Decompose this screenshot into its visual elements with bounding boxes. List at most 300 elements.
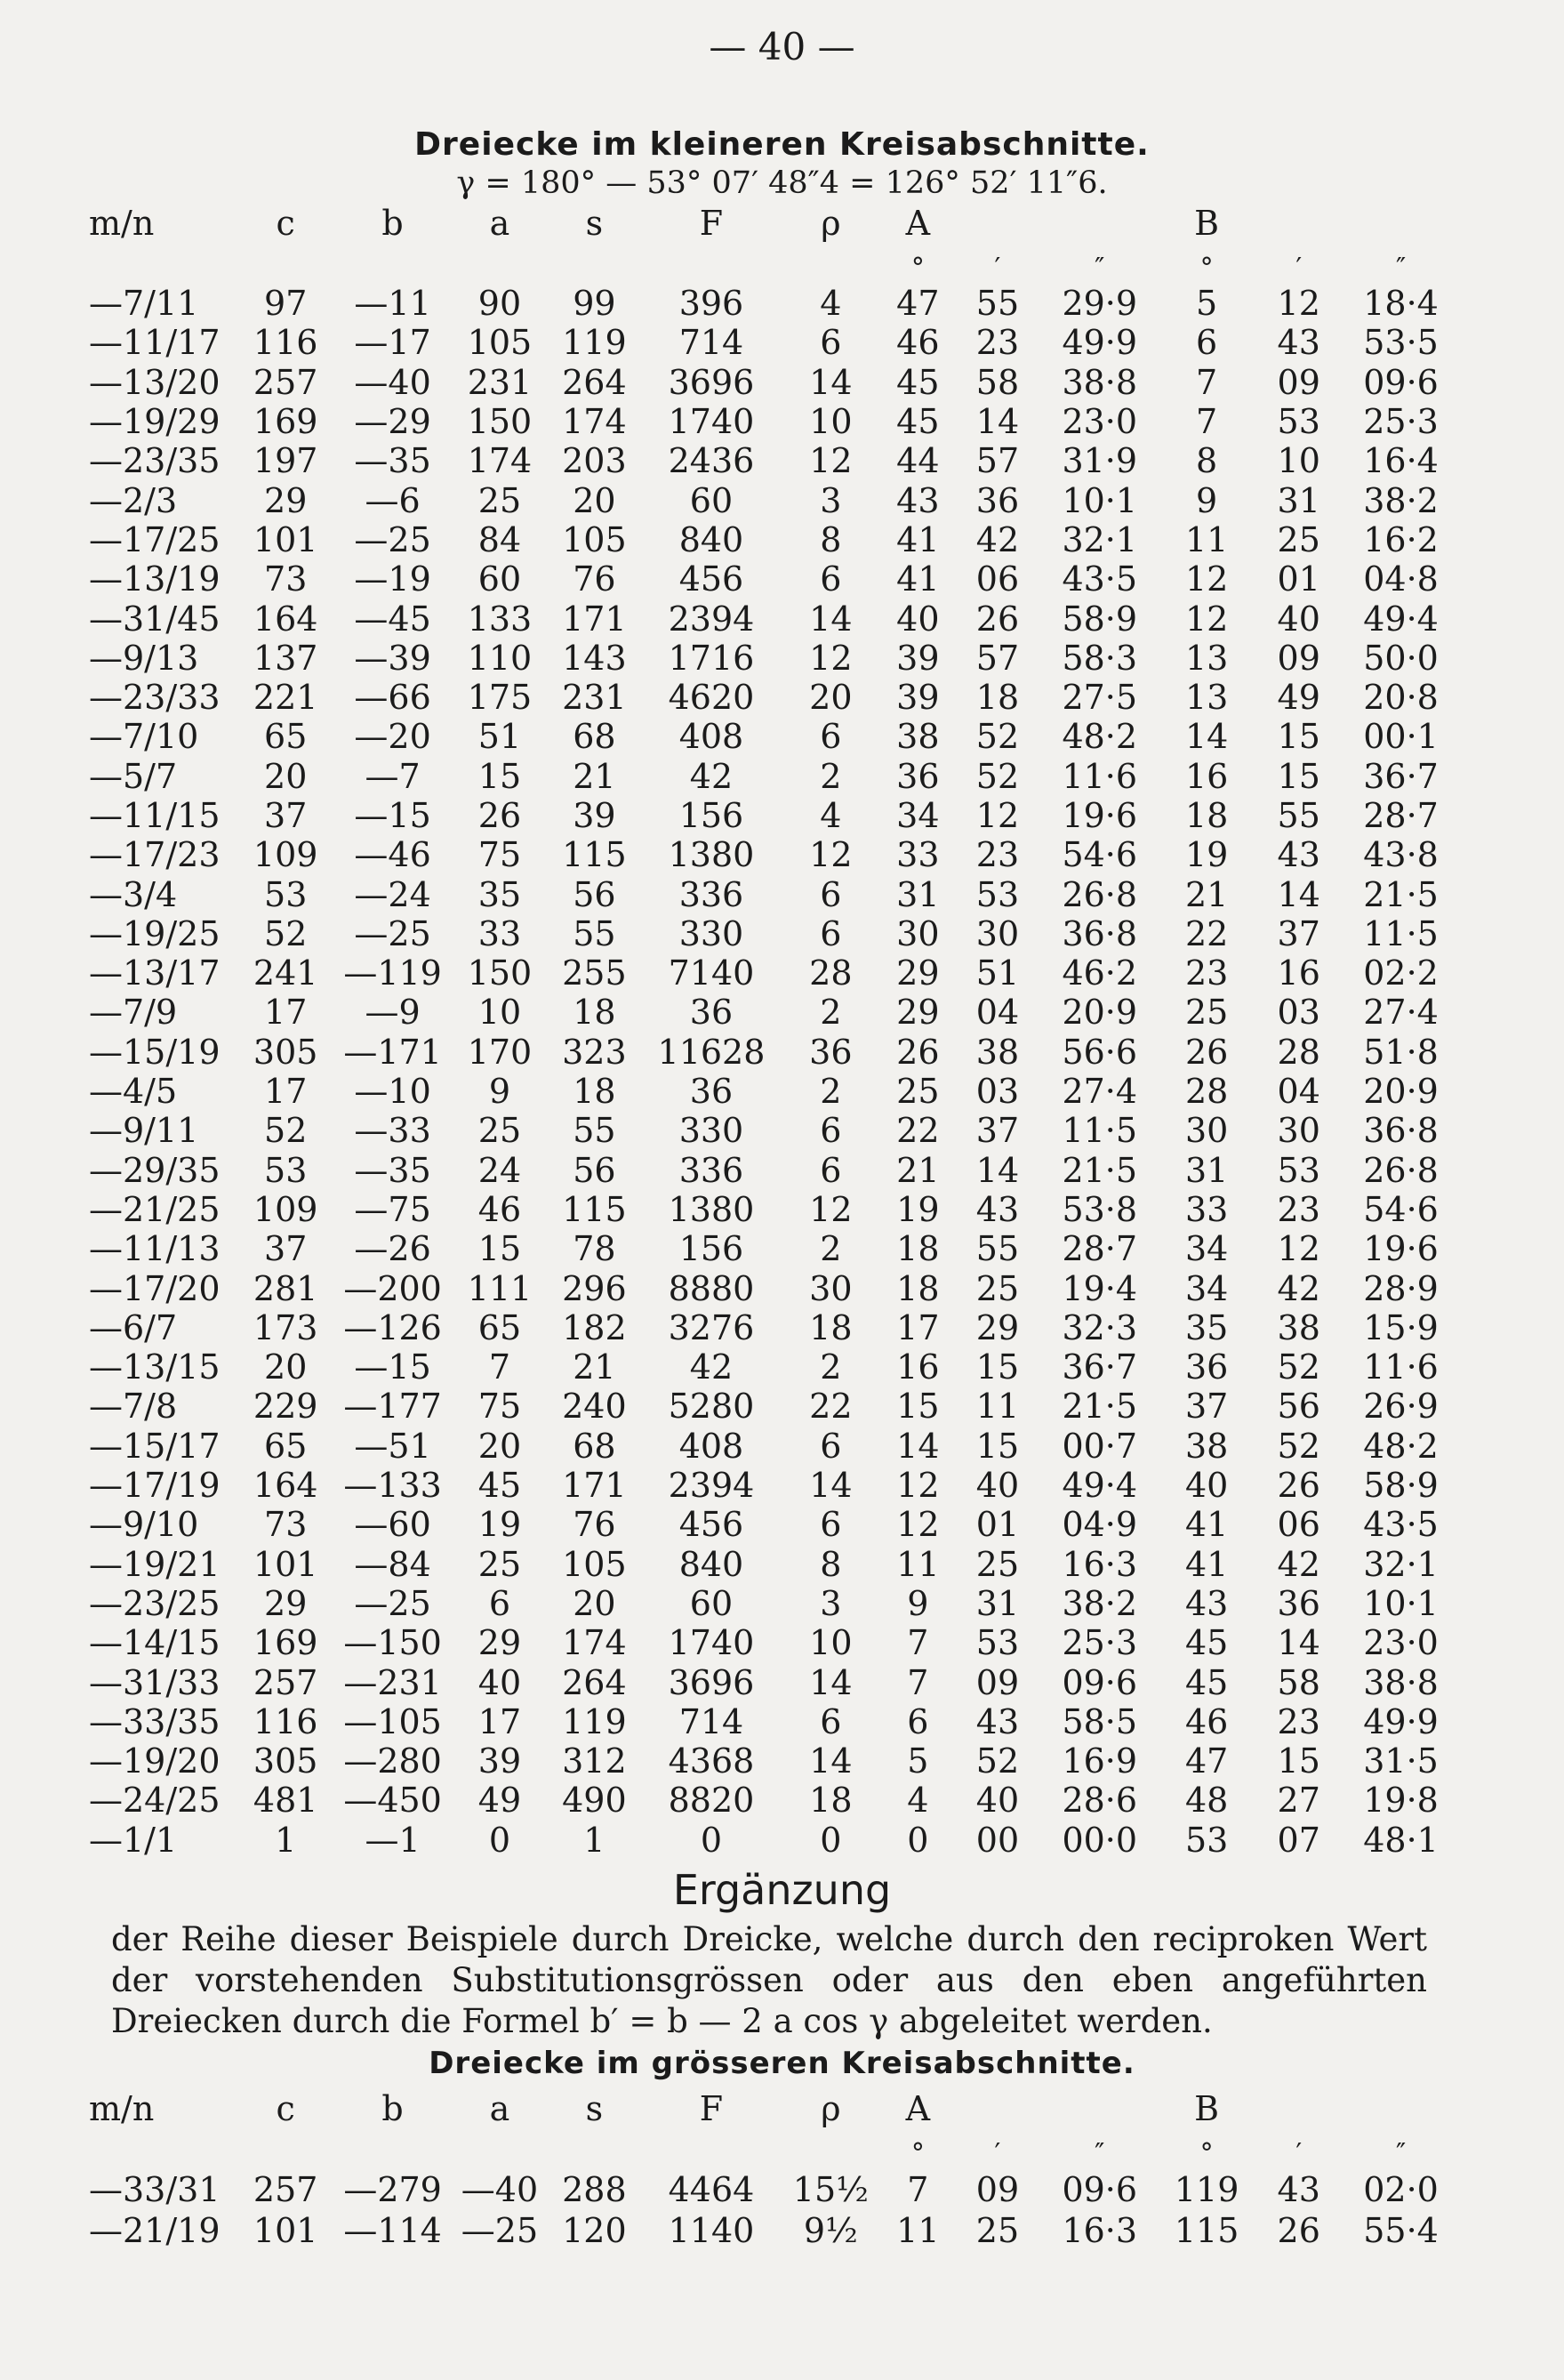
table-cell: 48·2 — [1062, 717, 1138, 757]
ratio-cell: —2/3 — [89, 480, 178, 520]
table-cell: 21·5 — [1363, 874, 1439, 914]
table-cell: 11 — [896, 2211, 940, 2250]
table-row — [89, 1702, 1458, 1741]
table-cell: 97 — [264, 284, 308, 324]
table-row — [89, 874, 1458, 913]
table-cell: —10 — [354, 1072, 431, 1112]
ratio-cell: —31/33 — [89, 1662, 221, 1702]
table-cell: 13 — [1184, 678, 1229, 718]
table-row — [89, 599, 1458, 638]
table-cell: 18 — [896, 1268, 940, 1308]
table-row — [89, 1151, 1458, 1190]
ratio-cell: —33/35 — [89, 1701, 221, 1741]
ratio-cell: —23/35 — [89, 441, 221, 481]
table-cell: 21·5 — [1062, 1387, 1138, 1427]
table-cell: 38·2 — [1363, 480, 1439, 520]
table-cell: 336 — [678, 874, 744, 914]
table-cell: —7 — [365, 756, 421, 796]
table-cell: 3 — [820, 480, 842, 520]
table-cell: 31·5 — [1363, 1741, 1439, 1781]
table-cell: 53 — [1277, 402, 1320, 442]
table-cell: 30 — [1184, 1111, 1229, 1151]
table-row — [89, 284, 1458, 323]
table-cell: 257 — [253, 2170, 318, 2209]
column-header: A — [905, 2089, 931, 2128]
table-cell: 73 — [264, 1505, 308, 1545]
table-cell: 30 — [809, 1268, 853, 1308]
table-cell: 408 — [678, 1426, 744, 1466]
table-cell: 115 — [1174, 2211, 1239, 2250]
table-cell: 7140 — [668, 953, 755, 993]
unit-mark — [547, 246, 641, 284]
table-cell: 23 — [975, 835, 1020, 875]
section-title-larger-segment: Dreiecke im grösseren Kreisabschnitte. — [429, 2046, 1135, 2081]
table-cell: 78 — [573, 1229, 616, 1269]
table-cell: 19 — [1184, 835, 1229, 875]
table-cell: 6 — [907, 1701, 929, 1741]
table-cell: 14 — [809, 599, 853, 639]
table-cell: —6 — [365, 480, 421, 520]
table-cell: 119 — [562, 1701, 627, 1741]
table-cell: 25 — [477, 1111, 522, 1151]
column-header — [1040, 2086, 1159, 2132]
table-cell: 76 — [573, 559, 616, 599]
table-cell: 00·0 — [1062, 1820, 1138, 1860]
table-cell: 45 — [1184, 1623, 1229, 1663]
table-cell: 53 — [975, 874, 1020, 914]
table-cell: 14 — [1277, 874, 1320, 914]
table-cell: 101 — [253, 2211, 318, 2250]
table-cell: 09·6 — [1363, 362, 1439, 402]
unit-mark: ° — [1199, 2138, 1214, 2169]
ratio-cell: —13/17 — [89, 953, 221, 993]
table-cell: 2 — [820, 1347, 842, 1387]
table-cell: 20 — [573, 1583, 616, 1623]
table-cell: 10 — [809, 1623, 853, 1663]
table-cell: 29 — [896, 993, 940, 1033]
table-cell: —26 — [354, 1229, 431, 1269]
table-cell: 48·2 — [1363, 1426, 1439, 1466]
table-cell: 39 — [896, 678, 940, 718]
unit-mark: ′ — [1295, 2138, 1303, 2169]
unit-mark — [333, 2132, 452, 2169]
table-cell: —150 — [343, 1623, 442, 1663]
table-cell: 8 — [820, 1544, 842, 1584]
table-cell: 60 — [477, 559, 522, 599]
table-cell: 22 — [1184, 913, 1229, 953]
table-cell: 137 — [253, 638, 318, 678]
table-cell: 09 — [1277, 362, 1320, 402]
table-cell: 231 — [467, 362, 533, 402]
table-cell: 11·6 — [1062, 756, 1138, 796]
table-cell: —25 — [354, 1583, 431, 1623]
table-cell: 255 — [562, 953, 627, 993]
table-cell: 46·2 — [1062, 953, 1138, 993]
table-cell: 116 — [253, 323, 318, 363]
table-row — [89, 480, 1458, 519]
table-cell: 40 — [1184, 1466, 1229, 1506]
table-cell: 46 — [1184, 1701, 1229, 1741]
table-cell: 34 — [896, 796, 940, 835]
table-row — [89, 796, 1458, 835]
table-cell: 18 — [896, 1229, 940, 1269]
table-row — [89, 1781, 1458, 1820]
table-cell: —17 — [354, 323, 431, 363]
table-cell: 11 — [1184, 519, 1229, 559]
column-header: F — [699, 2089, 724, 2128]
table-cell: 42 — [975, 519, 1020, 559]
column-header: m/n — [89, 2089, 155, 2128]
table-cell: 111 — [467, 1268, 533, 1308]
table-row — [89, 1505, 1458, 1544]
table-row — [89, 1308, 1458, 1347]
table-cell: 60 — [689, 1583, 734, 1623]
table-row — [89, 402, 1458, 441]
table-cell: 330 — [678, 913, 744, 953]
table-cell: 40 — [1277, 599, 1320, 639]
table-cell: —35 — [354, 1150, 431, 1190]
table-cell: 15·9 — [1363, 1307, 1439, 1347]
table-cell: 33 — [477, 913, 522, 953]
table-cell: 25 — [975, 1544, 1020, 1584]
table-row — [89, 1741, 1458, 1781]
ratio-cell: —24/25 — [89, 1781, 221, 1821]
table-cell: 29 — [264, 480, 308, 520]
table-cell: 34 — [1184, 1268, 1229, 1308]
table-cell: 58·3 — [1062, 638, 1138, 678]
unit-mark: ″ — [1095, 253, 1105, 284]
ratio-cell: —33/31 — [89, 2170, 221, 2209]
table-cell: 43 — [975, 1701, 1020, 1741]
table-row — [89, 2210, 1458, 2251]
table-cell: 14 — [809, 362, 853, 402]
table-cell: —15 — [354, 1347, 431, 1387]
table-cell: —66 — [354, 678, 431, 718]
table-cell: 240 — [562, 1387, 627, 1427]
table-row — [89, 1111, 1458, 1150]
table-cell: 55 — [1277, 796, 1320, 835]
table-cell: 296 — [562, 1268, 627, 1308]
table-cell: 39 — [477, 1741, 522, 1781]
table-cell: 45 — [477, 1466, 522, 1506]
table-cell: 65 — [264, 717, 308, 757]
table-cell: 18·4 — [1363, 284, 1439, 324]
table-cell: 116 — [253, 1701, 318, 1741]
table-cell: 120 — [562, 2211, 627, 2250]
table-cell: —40 — [354, 362, 431, 402]
table-cell: 26·8 — [1062, 874, 1138, 914]
table-cell: 12 — [809, 638, 853, 678]
table-cell: 46 — [896, 323, 940, 363]
table-cell: 04·8 — [1363, 559, 1439, 599]
table-cell: 44 — [896, 441, 940, 481]
table-row — [89, 559, 1458, 599]
column-header — [1343, 200, 1458, 246]
table-cell: 38·2 — [1062, 1583, 1138, 1623]
ratio-cell: —19/20 — [89, 1741, 221, 1781]
table-cell: 26·8 — [1363, 1150, 1439, 1190]
table-cell: 174 — [562, 402, 627, 442]
table-cell: 23 — [1184, 953, 1229, 993]
table-cell: 56 — [1277, 1387, 1320, 1427]
table-cell: 53 — [264, 1150, 308, 1190]
table-cell: 20·9 — [1062, 993, 1138, 1033]
ratio-cell: —14/15 — [89, 1623, 221, 1663]
table-cell: 04 — [975, 993, 1020, 1033]
unit-mark: ′ — [1295, 253, 1303, 284]
table-row — [89, 1190, 1458, 1229]
table-cell: 4 — [907, 1781, 929, 1821]
table-cell: 46 — [477, 1189, 522, 1229]
table-cell: 21 — [1184, 874, 1229, 914]
table-row — [89, 953, 1458, 993]
table-cell: 182 — [562, 1307, 627, 1347]
unit-mark: ″ — [1095, 2138, 1105, 2169]
table-row — [89, 1033, 1458, 1072]
table-cell: 43 — [975, 1189, 1020, 1229]
table-cell: 38 — [1184, 1426, 1229, 1466]
table-cell: 105 — [562, 1544, 627, 1584]
table-cell: —119 — [343, 953, 442, 993]
table-cell: 330 — [678, 1111, 744, 1151]
table-cell: 12 — [1184, 599, 1229, 639]
table-cell: 42 — [1277, 1544, 1320, 1584]
table-cell: 2 — [820, 993, 842, 1033]
table-cell: 1380 — [668, 1189, 755, 1229]
table-cell: 99 — [573, 284, 616, 324]
table-cell: —40 — [461, 2170, 539, 2209]
table-cell: —114 — [343, 2211, 442, 2250]
ratio-cell: —11/17 — [89, 323, 221, 363]
table-cell: 36 — [896, 756, 940, 796]
table-row — [89, 1662, 1458, 1701]
table-cell: 23 — [975, 323, 1020, 363]
table-cell: 31 — [975, 1583, 1020, 1623]
table-cell: 15 — [477, 1229, 522, 1269]
unit-mark: ′ — [994, 2138, 1001, 2169]
table-cell: 12 — [809, 835, 853, 875]
ratio-cell: —7/11 — [89, 284, 199, 324]
ratio-cell: —17/19 — [89, 1466, 221, 1506]
table-cell: 6 — [820, 1505, 842, 1545]
table-cell: 49·9 — [1062, 323, 1138, 363]
table-cell: 2 — [820, 1072, 842, 1112]
ratio-cell: —31/45 — [89, 599, 221, 639]
table-cell: 336 — [678, 1150, 744, 1190]
unit-row — [89, 2132, 1458, 2169]
table-cell: 19 — [896, 1189, 940, 1229]
table-cell: 34 — [1184, 1229, 1229, 1269]
column-header: c — [276, 2089, 295, 2128]
table-cell: 840 — [678, 1544, 744, 1584]
unit-row — [89, 246, 1458, 284]
table-cell: 27·4 — [1363, 993, 1439, 1033]
table-cell: 37 — [1184, 1387, 1229, 1427]
table-cell: —19 — [354, 559, 431, 599]
unit-mark — [642, 246, 782, 284]
column-header: s — [585, 204, 604, 243]
unit-mark — [547, 2132, 641, 2169]
table-cell: 119 — [1174, 2170, 1239, 2209]
ratio-cell: —23/33 — [89, 678, 221, 718]
table-cell: 28 — [1277, 1032, 1320, 1072]
table-cell: 115 — [562, 835, 627, 875]
table-cell: —25 — [461, 2211, 539, 2250]
table-cell: 52 — [975, 756, 1020, 796]
table-cell: 49·4 — [1363, 599, 1439, 639]
table-cell: 27·5 — [1062, 678, 1138, 718]
table-cell: 32·1 — [1363, 1544, 1439, 1584]
unit-mark — [238, 2132, 333, 2169]
table-cell: —46 — [354, 835, 431, 875]
table-cell: 169 — [253, 402, 318, 442]
table-cell: 171 — [562, 599, 627, 639]
table-cell: 39 — [896, 638, 940, 678]
column-header: b — [381, 2089, 404, 2128]
column-header: ρ — [821, 2089, 841, 2128]
table-cell: 23·0 — [1363, 1623, 1439, 1663]
table-cell: 31 — [896, 874, 940, 914]
unit-mark: ″ — [1395, 253, 1407, 284]
table-cell: 16 — [1184, 756, 1229, 796]
table-cell: 3 — [820, 1583, 842, 1623]
table-cell: 75 — [477, 835, 522, 875]
table-cell: 1380 — [668, 835, 755, 875]
table-cell: 25 — [477, 1544, 522, 1584]
page-number: — 40 — — [709, 25, 855, 68]
table-cell: 47 — [896, 284, 940, 324]
table-cell: 18 — [809, 1307, 853, 1347]
table-cell: 40 — [975, 1781, 1020, 1821]
table-cell: 714 — [678, 323, 744, 363]
table-cell: 26·9 — [1363, 1387, 1439, 1427]
table-cell: —1 — [365, 1820, 421, 1860]
table-cell: 11628 — [657, 1032, 766, 1072]
table-cell: 9 — [907, 1583, 929, 1623]
table-cell: 1140 — [668, 2211, 755, 2250]
table-cell: 02·2 — [1363, 953, 1439, 993]
table-row — [89, 1427, 1458, 1466]
table-cell: 58·9 — [1062, 599, 1138, 639]
table-cell: 10 — [1277, 441, 1320, 481]
table-cell: 25·3 — [1062, 1623, 1138, 1663]
table-cell: 22 — [896, 1111, 940, 1151]
table-cell: 17 — [264, 1072, 308, 1112]
table-cell: 8880 — [668, 1268, 755, 1308]
table-cell: 456 — [678, 559, 744, 599]
ratio-cell: —11/15 — [89, 796, 221, 835]
table-cell: 12 — [1277, 284, 1320, 324]
ratio-cell: —7/10 — [89, 717, 199, 757]
table-cell: 29 — [896, 953, 940, 993]
table-cell: 52 — [264, 1111, 308, 1151]
table-cell: 68 — [573, 1426, 616, 1466]
table-cell: 33 — [896, 835, 940, 875]
table-cell: 55 — [975, 1229, 1020, 1269]
table-cell: 3696 — [668, 1662, 755, 1702]
table-cell: 43 — [1277, 323, 1320, 363]
ratio-cell: —11/13 — [89, 1229, 221, 1269]
table-cell: 16·3 — [1062, 2211, 1138, 2250]
table-cell: 55 — [573, 1111, 616, 1151]
table-cell: 36·7 — [1363, 756, 1439, 796]
table-cell: 37 — [1277, 913, 1320, 953]
table-cell: 28·6 — [1062, 1781, 1138, 1821]
table-cell: 25 — [975, 1268, 1020, 1308]
header-row — [89, 200, 1458, 246]
table-cell: 169 — [253, 1623, 318, 1663]
ratio-cell: —15/17 — [89, 1426, 221, 1466]
table-cell: 52 — [264, 913, 308, 953]
table-cell: 18 — [573, 1072, 616, 1112]
table-cell: 36 — [689, 1072, 734, 1112]
ratio-cell: —23/25 — [89, 1583, 221, 1623]
table-cell: 49·4 — [1062, 1466, 1138, 1506]
table-cell: 2394 — [668, 1466, 755, 1506]
table-cell: 231 — [562, 678, 627, 718]
table-cell: 22 — [809, 1387, 853, 1427]
table-cell: 3696 — [668, 362, 755, 402]
table-cell: 21 — [573, 1347, 616, 1387]
table-cell: 2 — [820, 1229, 842, 1269]
table-cell: 53 — [1277, 1150, 1320, 1190]
unit-mark — [238, 246, 333, 284]
table-cell: 11·5 — [1363, 913, 1439, 953]
table-cell: 41 — [1184, 1505, 1229, 1545]
table-cell: 23 — [1277, 1189, 1320, 1229]
ratio-cell: —15/19 — [89, 1032, 221, 1072]
table-cell: 09 — [975, 1662, 1020, 1702]
table-cell: 26 — [1184, 1032, 1229, 1072]
table-cell: 45 — [1184, 1662, 1229, 1702]
table-cell: 42 — [689, 756, 734, 796]
table-cell: 28·9 — [1363, 1268, 1439, 1308]
table-cell: 490 — [562, 1781, 627, 1821]
table-row — [89, 1623, 1458, 1662]
table-cell: 143 — [562, 638, 627, 678]
table-cell: 38 — [896, 717, 940, 757]
table-cell: 241 — [253, 953, 318, 993]
table-cell: 11·5 — [1062, 1111, 1138, 1151]
table-cell: 09 — [1277, 638, 1320, 678]
unit-mark — [781, 2132, 880, 2169]
table-cell: 25 — [896, 1072, 940, 1112]
table-cell: 164 — [253, 599, 318, 639]
column-header — [955, 200, 1039, 246]
table-cell: 714 — [678, 1701, 744, 1741]
table-cell: 02·0 — [1363, 2170, 1439, 2209]
table-cell: 19 — [477, 1505, 522, 1545]
table-larger-segment — [89, 2086, 1458, 2251]
table-cell: 03 — [1277, 993, 1320, 1033]
table-cell: 48 — [1184, 1781, 1229, 1821]
table-cell: 1 — [275, 1820, 297, 1860]
table-cell: 38·8 — [1363, 1662, 1439, 1702]
table-cell: 115 — [562, 1189, 627, 1229]
table-cell: 173 — [253, 1307, 318, 1347]
table-cell: 4620 — [668, 678, 755, 718]
ratio-cell: —3/4 — [89, 874, 178, 914]
table-cell: 3276 — [668, 1307, 755, 1347]
table-cell: 36 — [1277, 1583, 1320, 1623]
table-cell: 119 — [562, 323, 627, 363]
table-cell: 42 — [689, 1347, 734, 1387]
table-cell: 53·5 — [1363, 323, 1439, 363]
table-cell: 01 — [975, 1505, 1020, 1545]
column-header — [1254, 200, 1343, 246]
table-cell: 48·1 — [1363, 1820, 1439, 1860]
table-cell: 14 — [809, 1662, 853, 1702]
